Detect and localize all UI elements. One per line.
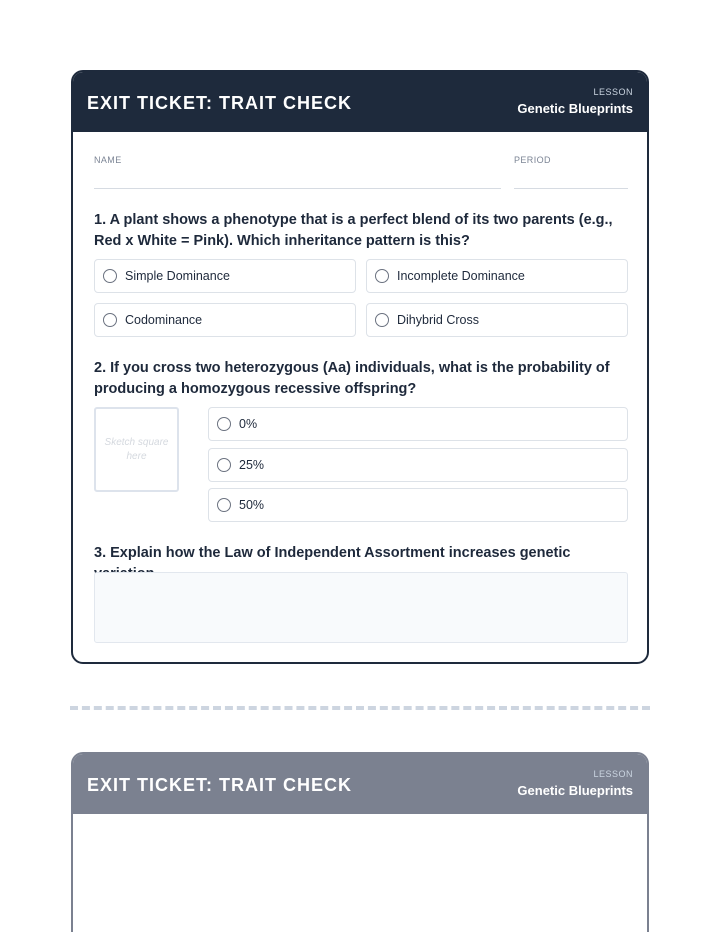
radio-icon[interactable]	[103, 313, 117, 327]
name-label: NAME	[94, 155, 122, 165]
ticket-title: EXIT TICKET: TRAIT CHECK	[87, 93, 352, 113]
exit-ticket	[71, 70, 649, 664]
radio-icon[interactable]	[375, 269, 389, 283]
question-2-text: 2. If you cross two heterozygous (Aa) individuals, what is the probability of producing a homozygous recessive offspring?	[94, 360, 610, 397]
answer-textarea[interactable]	[94, 572, 628, 643]
option-label: Dihybrid Cross	[397, 313, 479, 327]
question-3-text: 3. Explain how the Law of Independent Assortment increases genetic	[94, 545, 571, 561]
q2-option-25-percent[interactable]	[208, 448, 628, 482]
option-label: 50%	[239, 498, 265, 512]
radio-icon[interactable]	[103, 269, 117, 283]
lesson-label: LESSON	[593, 87, 633, 97]
option-label: 0%	[239, 417, 258, 431]
q2-option-0-percent[interactable]	[208, 407, 628, 441]
ticket-header	[73, 754, 647, 814]
sketch-placeholder: Sketch square here	[104, 436, 169, 462]
period-field[interactable]	[514, 188, 628, 189]
option-label: 25%	[239, 458, 265, 472]
lesson-label: LESSON	[593, 769, 633, 779]
radio-icon[interactable]	[217, 498, 231, 512]
option-label: Simple Dominance	[125, 269, 230, 283]
name-field[interactable]	[94, 188, 501, 189]
cut-line-divider	[70, 706, 650, 710]
option-label: Codominance	[125, 313, 203, 327]
q2-option-50-percent[interactable]	[208, 488, 628, 522]
question-1-text: 1. A plant shows a phenotype that is a perfect blend of its two parents (e.g., Red x White = Pink). Which inheritance pattern is this?	[94, 212, 613, 249]
ticket-header	[73, 72, 647, 132]
q1-option-simple-dominance[interactable]	[94, 259, 356, 293]
exit-ticket-copy	[71, 752, 649, 932]
q1-option-incomplete-dominance[interactable]	[366, 259, 628, 293]
lesson-name: Genetic Blueprints	[517, 783, 633, 798]
radio-icon[interactable]	[217, 417, 231, 431]
lesson-name: Genetic Blueprints	[517, 101, 633, 116]
ticket-title: EXIT TICKET: TRAIT CHECK	[87, 775, 352, 795]
radio-icon[interactable]	[217, 458, 231, 472]
q1-option-codominance[interactable]	[94, 303, 356, 337]
sketch-area[interactable]	[94, 407, 179, 492]
radio-icon[interactable]	[375, 313, 389, 327]
option-label: Incomplete Dominance	[397, 269, 525, 283]
q1-option-dihybrid-cross[interactable]	[366, 303, 628, 337]
period-label: PERIOD	[514, 155, 551, 165]
